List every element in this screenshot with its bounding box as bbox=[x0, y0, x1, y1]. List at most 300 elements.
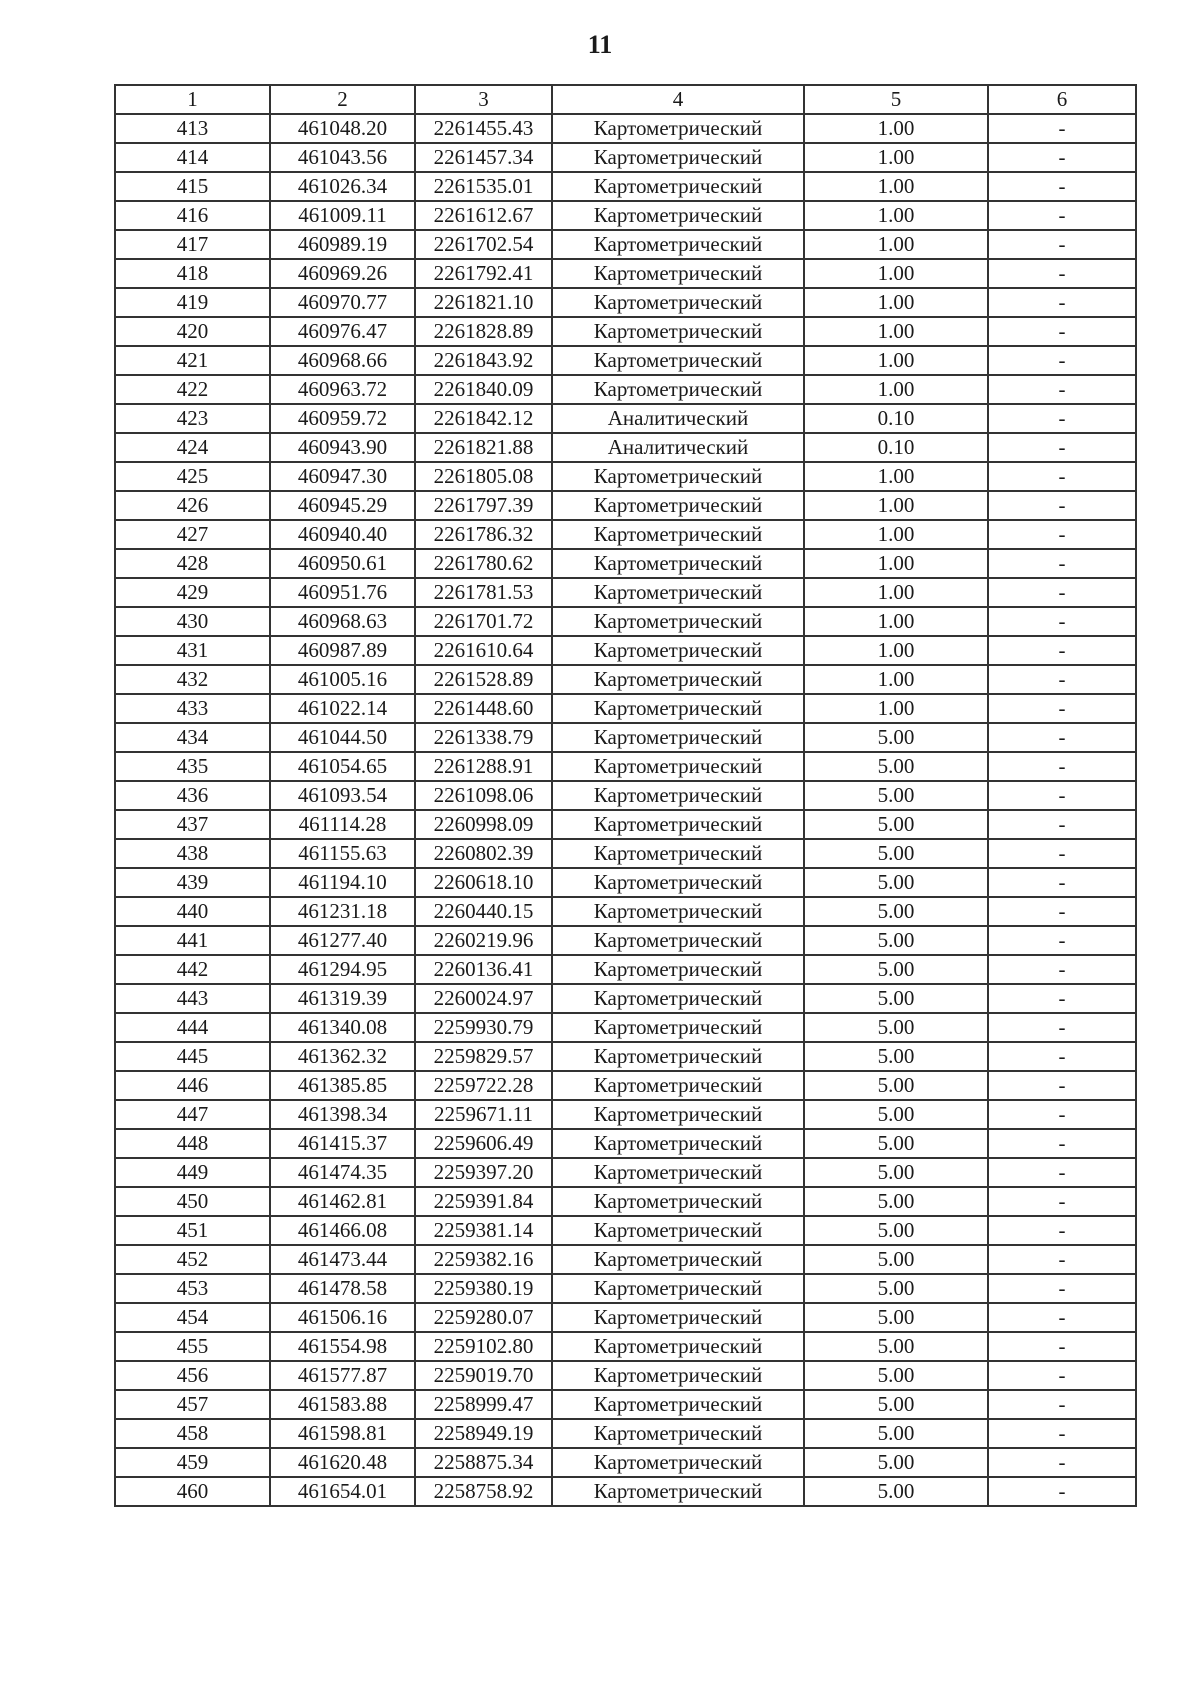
accuracy-cell: 1.00 bbox=[804, 317, 988, 346]
method-cell: Картометрический bbox=[552, 549, 804, 578]
accuracy-cell: 1.00 bbox=[804, 520, 988, 549]
y-coordinate-cell: 2260136.41 bbox=[415, 955, 552, 984]
accuracy-cell: 5.00 bbox=[804, 1390, 988, 1419]
table-row bbox=[115, 694, 1136, 723]
y-coordinate-cell: 2260440.15 bbox=[415, 897, 552, 926]
table-row bbox=[115, 984, 1136, 1013]
point-number-cell: 437 bbox=[115, 810, 270, 839]
table-row bbox=[115, 1042, 1136, 1071]
point-number-cell: 426 bbox=[115, 491, 270, 520]
method-cell: Картометрический bbox=[552, 288, 804, 317]
table-row bbox=[115, 520, 1136, 549]
y-coordinate-cell: 2261338.79 bbox=[415, 723, 552, 752]
method-cell: Картометрический bbox=[552, 1042, 804, 1071]
y-coordinate-cell: 2260024.97 bbox=[415, 984, 552, 1013]
point-number-cell: 438 bbox=[115, 839, 270, 868]
y-coordinate-cell: 2261528.89 bbox=[415, 665, 552, 694]
method-cell: Картометрический bbox=[552, 172, 804, 201]
method-cell: Картометрический bbox=[552, 1158, 804, 1187]
note-cell: - bbox=[988, 984, 1136, 1013]
y-coordinate-cell: 2261455.43 bbox=[415, 114, 552, 143]
table-row bbox=[115, 259, 1136, 288]
y-coordinate-cell: 2261457.34 bbox=[415, 143, 552, 172]
note-cell: - bbox=[988, 491, 1136, 520]
y-coordinate-cell: 2259722.28 bbox=[415, 1071, 552, 1100]
x-coordinate-cell: 461462.81 bbox=[270, 1187, 415, 1216]
method-cell: Картометрический bbox=[552, 1129, 804, 1158]
note-cell: - bbox=[988, 201, 1136, 230]
table-row bbox=[115, 375, 1136, 404]
accuracy-cell: 5.00 bbox=[804, 955, 988, 984]
note-cell: - bbox=[988, 1187, 1136, 1216]
accuracy-cell: 1.00 bbox=[804, 491, 988, 520]
x-coordinate-cell: 461026.34 bbox=[270, 172, 415, 201]
method-cell: Картометрический bbox=[552, 317, 804, 346]
accuracy-cell: 5.00 bbox=[804, 1274, 988, 1303]
table-row bbox=[115, 955, 1136, 984]
note-cell: - bbox=[988, 926, 1136, 955]
x-coordinate-cell: 460950.61 bbox=[270, 549, 415, 578]
point-number-cell: 417 bbox=[115, 230, 270, 259]
y-coordinate-cell: 2261448.60 bbox=[415, 694, 552, 723]
table-row bbox=[115, 607, 1136, 636]
point-number-cell: 436 bbox=[115, 781, 270, 810]
point-number-cell: 451 bbox=[115, 1216, 270, 1245]
point-number-cell: 414 bbox=[115, 143, 270, 172]
x-coordinate-cell: 460970.77 bbox=[270, 288, 415, 317]
method-cell: Аналитический bbox=[552, 433, 804, 462]
accuracy-cell: 1.00 bbox=[804, 143, 988, 172]
accuracy-cell: 5.00 bbox=[804, 1100, 988, 1129]
x-coordinate-cell: 461194.10 bbox=[270, 868, 415, 897]
accuracy-cell: 5.00 bbox=[804, 1071, 988, 1100]
table-row bbox=[115, 752, 1136, 781]
y-coordinate-cell: 2259382.16 bbox=[415, 1245, 552, 1274]
method-cell: Картометрический bbox=[552, 1187, 804, 1216]
x-coordinate-cell: 460976.47 bbox=[270, 317, 415, 346]
accuracy-cell: 5.00 bbox=[804, 1216, 988, 1245]
table-row bbox=[115, 404, 1136, 433]
x-coordinate-cell: 461506.16 bbox=[270, 1303, 415, 1332]
point-number-cell: 439 bbox=[115, 868, 270, 897]
note-cell: - bbox=[988, 1129, 1136, 1158]
note-cell: - bbox=[988, 723, 1136, 752]
y-coordinate-cell: 2260219.96 bbox=[415, 926, 552, 955]
y-coordinate-cell: 2261792.41 bbox=[415, 259, 552, 288]
x-coordinate-cell: 461398.34 bbox=[270, 1100, 415, 1129]
method-cell: Картометрический bbox=[552, 259, 804, 288]
table-row bbox=[115, 1129, 1136, 1158]
method-cell: Картометрический bbox=[552, 984, 804, 1013]
method-cell: Картометрический bbox=[552, 1448, 804, 1477]
point-number-cell: 458 bbox=[115, 1419, 270, 1448]
accuracy-cell: 1.00 bbox=[804, 230, 988, 259]
table-row bbox=[115, 810, 1136, 839]
note-cell: - bbox=[988, 694, 1136, 723]
accuracy-cell: 1.00 bbox=[804, 172, 988, 201]
table-row bbox=[115, 1477, 1136, 1506]
x-coordinate-cell: 461005.16 bbox=[270, 665, 415, 694]
y-coordinate-cell: 2260998.09 bbox=[415, 810, 552, 839]
note-cell: - bbox=[988, 752, 1136, 781]
x-coordinate-cell: 461474.35 bbox=[270, 1158, 415, 1187]
x-coordinate-cell: 461577.87 bbox=[270, 1361, 415, 1390]
method-cell: Картометрический bbox=[552, 114, 804, 143]
note-cell: - bbox=[988, 433, 1136, 462]
x-coordinate-cell: 461093.54 bbox=[270, 781, 415, 810]
table-row bbox=[115, 143, 1136, 172]
x-coordinate-cell: 460943.90 bbox=[270, 433, 415, 462]
note-cell: - bbox=[988, 1419, 1136, 1448]
y-coordinate-cell: 2261610.64 bbox=[415, 636, 552, 665]
accuracy-cell: 5.00 bbox=[804, 1303, 988, 1332]
x-coordinate-cell: 461415.37 bbox=[270, 1129, 415, 1158]
x-coordinate-cell: 461114.28 bbox=[270, 810, 415, 839]
accuracy-cell: 1.00 bbox=[804, 578, 988, 607]
point-number-cell: 454 bbox=[115, 1303, 270, 1332]
y-coordinate-cell: 2259397.20 bbox=[415, 1158, 552, 1187]
point-number-cell: 419 bbox=[115, 288, 270, 317]
x-coordinate-cell: 461598.81 bbox=[270, 1419, 415, 1448]
x-coordinate-cell: 460968.66 bbox=[270, 346, 415, 375]
y-coordinate-cell: 2261098.06 bbox=[415, 781, 552, 810]
y-coordinate-cell: 2261821.10 bbox=[415, 288, 552, 317]
accuracy-cell: 0.10 bbox=[804, 404, 988, 433]
y-coordinate-cell: 2259381.14 bbox=[415, 1216, 552, 1245]
note-cell: - bbox=[988, 404, 1136, 433]
y-coordinate-cell: 2261797.39 bbox=[415, 491, 552, 520]
method-cell: Картометрический bbox=[552, 781, 804, 810]
accuracy-cell: 5.00 bbox=[804, 926, 988, 955]
y-coordinate-cell: 2259019.70 bbox=[415, 1361, 552, 1390]
method-cell: Картометрический bbox=[552, 1303, 804, 1332]
point-number-cell: 447 bbox=[115, 1100, 270, 1129]
accuracy-cell: 5.00 bbox=[804, 1361, 988, 1390]
x-coordinate-cell: 460989.19 bbox=[270, 230, 415, 259]
note-cell: - bbox=[988, 114, 1136, 143]
note-cell: - bbox=[988, 520, 1136, 549]
y-coordinate-cell: 2261840.09 bbox=[415, 375, 552, 404]
note-cell: - bbox=[988, 810, 1136, 839]
accuracy-cell: 5.00 bbox=[804, 1042, 988, 1071]
x-coordinate-cell: 461340.08 bbox=[270, 1013, 415, 1042]
accuracy-cell: 5.00 bbox=[804, 1129, 988, 1158]
method-cell: Картометрический bbox=[552, 230, 804, 259]
method-cell: Картометрический bbox=[552, 810, 804, 839]
note-cell: - bbox=[988, 868, 1136, 897]
y-coordinate-cell: 2259671.11 bbox=[415, 1100, 552, 1129]
note-cell: - bbox=[988, 259, 1136, 288]
note-cell: - bbox=[988, 1477, 1136, 1506]
method-cell: Картометрический bbox=[552, 1071, 804, 1100]
table-row bbox=[115, 839, 1136, 868]
y-coordinate-cell: 2258875.34 bbox=[415, 1448, 552, 1477]
point-number-cell: 442 bbox=[115, 955, 270, 984]
table-row bbox=[115, 578, 1136, 607]
note-cell: - bbox=[988, 549, 1136, 578]
table-row bbox=[115, 346, 1136, 375]
table-row bbox=[115, 288, 1136, 317]
table-row bbox=[115, 462, 1136, 491]
accuracy-cell: 5.00 bbox=[804, 1332, 988, 1361]
x-coordinate-cell: 461009.11 bbox=[270, 201, 415, 230]
y-coordinate-cell: 2261288.91 bbox=[415, 752, 552, 781]
table-row bbox=[115, 1187, 1136, 1216]
note-cell: - bbox=[988, 317, 1136, 346]
note-cell: - bbox=[988, 346, 1136, 375]
y-coordinate-cell: 2259280.07 bbox=[415, 1303, 552, 1332]
point-number-cell: 445 bbox=[115, 1042, 270, 1071]
table-row bbox=[115, 1245, 1136, 1274]
method-cell: Картометрический bbox=[552, 1332, 804, 1361]
x-coordinate-cell: 461043.56 bbox=[270, 143, 415, 172]
x-coordinate-cell: 461473.44 bbox=[270, 1245, 415, 1274]
table-row bbox=[115, 549, 1136, 578]
note-cell: - bbox=[988, 1216, 1136, 1245]
point-number-cell: 444 bbox=[115, 1013, 270, 1042]
y-coordinate-cell: 2258999.47 bbox=[415, 1390, 552, 1419]
y-coordinate-cell: 2258758.92 bbox=[415, 1477, 552, 1506]
table-row bbox=[115, 1158, 1136, 1187]
table-row bbox=[115, 1448, 1136, 1477]
x-coordinate-cell: 461319.39 bbox=[270, 984, 415, 1013]
y-coordinate-cell: 2261821.88 bbox=[415, 433, 552, 462]
table-row bbox=[115, 491, 1136, 520]
x-coordinate-cell: 461583.88 bbox=[270, 1390, 415, 1419]
y-coordinate-cell: 2259380.19 bbox=[415, 1274, 552, 1303]
x-coordinate-cell: 461054.65 bbox=[270, 752, 415, 781]
note-cell: - bbox=[988, 955, 1136, 984]
accuracy-cell: 1.00 bbox=[804, 259, 988, 288]
y-coordinate-cell: 2259930.79 bbox=[415, 1013, 552, 1042]
table-row bbox=[115, 897, 1136, 926]
method-cell: Картометрический bbox=[552, 839, 804, 868]
accuracy-cell: 1.00 bbox=[804, 462, 988, 491]
y-coordinate-cell: 2261702.54 bbox=[415, 230, 552, 259]
x-coordinate-cell: 460963.72 bbox=[270, 375, 415, 404]
accuracy-cell: 5.00 bbox=[804, 1158, 988, 1187]
table-row bbox=[115, 317, 1136, 346]
method-cell: Картометрический bbox=[552, 926, 804, 955]
note-cell: - bbox=[988, 1361, 1136, 1390]
column-header: 2 bbox=[270, 85, 415, 114]
y-coordinate-cell: 2258949.19 bbox=[415, 1419, 552, 1448]
point-number-cell: 453 bbox=[115, 1274, 270, 1303]
accuracy-cell: 5.00 bbox=[804, 868, 988, 897]
x-coordinate-cell: 460968.63 bbox=[270, 607, 415, 636]
coordinates-table bbox=[114, 84, 1137, 1507]
accuracy-cell: 5.00 bbox=[804, 1448, 988, 1477]
x-coordinate-cell: 461554.98 bbox=[270, 1332, 415, 1361]
table-row bbox=[115, 723, 1136, 752]
point-number-cell: 421 bbox=[115, 346, 270, 375]
table-row bbox=[115, 1274, 1136, 1303]
method-cell: Картометрический bbox=[552, 723, 804, 752]
table-row bbox=[115, 172, 1136, 201]
note-cell: - bbox=[988, 462, 1136, 491]
y-coordinate-cell: 2259102.80 bbox=[415, 1332, 552, 1361]
point-number-cell: 446 bbox=[115, 1071, 270, 1100]
point-number-cell: 440 bbox=[115, 897, 270, 926]
method-cell: Картометрический bbox=[552, 1274, 804, 1303]
method-cell: Картометрический bbox=[552, 752, 804, 781]
method-cell: Картометрический bbox=[552, 462, 804, 491]
table-row bbox=[115, 114, 1136, 143]
table-row bbox=[115, 201, 1136, 230]
x-coordinate-cell: 461362.32 bbox=[270, 1042, 415, 1071]
table-row bbox=[115, 868, 1136, 897]
x-coordinate-cell: 461620.48 bbox=[270, 1448, 415, 1477]
point-number-cell: 457 bbox=[115, 1390, 270, 1419]
accuracy-cell: 1.00 bbox=[804, 114, 988, 143]
note-cell: - bbox=[988, 607, 1136, 636]
accuracy-cell: 1.00 bbox=[804, 665, 988, 694]
table-row bbox=[115, 1100, 1136, 1129]
table-body bbox=[115, 114, 1136, 1506]
note-cell: - bbox=[988, 172, 1136, 201]
method-cell: Картометрический bbox=[552, 1245, 804, 1274]
x-coordinate-cell: 460945.29 bbox=[270, 491, 415, 520]
accuracy-cell: 5.00 bbox=[804, 897, 988, 926]
accuracy-cell: 1.00 bbox=[804, 636, 988, 665]
table-header-row bbox=[115, 85, 1136, 114]
point-number-cell: 423 bbox=[115, 404, 270, 433]
method-cell: Картометрический bbox=[552, 636, 804, 665]
y-coordinate-cell: 2261701.72 bbox=[415, 607, 552, 636]
table-row bbox=[115, 1419, 1136, 1448]
point-number-cell: 449 bbox=[115, 1158, 270, 1187]
method-cell: Картометрический bbox=[552, 607, 804, 636]
x-coordinate-cell: 460987.89 bbox=[270, 636, 415, 665]
note-cell: - bbox=[988, 781, 1136, 810]
accuracy-cell: 5.00 bbox=[804, 810, 988, 839]
x-coordinate-cell: 461155.63 bbox=[270, 839, 415, 868]
table-row bbox=[115, 1303, 1136, 1332]
point-number-cell: 459 bbox=[115, 1448, 270, 1477]
method-cell: Картометрический bbox=[552, 578, 804, 607]
note-cell: - bbox=[988, 1390, 1136, 1419]
x-coordinate-cell: 460951.76 bbox=[270, 578, 415, 607]
column-header: 4 bbox=[552, 85, 804, 114]
method-cell: Картометрический bbox=[552, 1216, 804, 1245]
table-row bbox=[115, 1332, 1136, 1361]
table-row bbox=[115, 1071, 1136, 1100]
note-cell: - bbox=[988, 839, 1136, 868]
x-coordinate-cell: 461277.40 bbox=[270, 926, 415, 955]
note-cell: - bbox=[988, 1013, 1136, 1042]
note-cell: - bbox=[988, 1071, 1136, 1100]
point-number-cell: 430 bbox=[115, 607, 270, 636]
method-cell: Картометрический bbox=[552, 1419, 804, 1448]
note-cell: - bbox=[988, 1274, 1136, 1303]
method-cell: Картометрический bbox=[552, 375, 804, 404]
point-number-cell: 428 bbox=[115, 549, 270, 578]
point-number-cell: 425 bbox=[115, 462, 270, 491]
method-cell: Картометрический bbox=[552, 897, 804, 926]
accuracy-cell: 1.00 bbox=[804, 201, 988, 230]
point-number-cell: 432 bbox=[115, 665, 270, 694]
table-row bbox=[115, 433, 1136, 462]
x-coordinate-cell: 460959.72 bbox=[270, 404, 415, 433]
method-cell: Картометрический bbox=[552, 665, 804, 694]
note-cell: - bbox=[988, 1448, 1136, 1477]
point-number-cell: 450 bbox=[115, 1187, 270, 1216]
point-number-cell: 433 bbox=[115, 694, 270, 723]
method-cell: Картометрический bbox=[552, 143, 804, 172]
accuracy-cell: 1.00 bbox=[804, 346, 988, 375]
note-cell: - bbox=[988, 1042, 1136, 1071]
table-row bbox=[115, 230, 1136, 259]
accuracy-cell: 1.00 bbox=[804, 549, 988, 578]
y-coordinate-cell: 2261780.62 bbox=[415, 549, 552, 578]
accuracy-cell: 5.00 bbox=[804, 839, 988, 868]
column-header: 6 bbox=[988, 85, 1136, 114]
accuracy-cell: 5.00 bbox=[804, 1419, 988, 1448]
x-coordinate-cell: 461466.08 bbox=[270, 1216, 415, 1245]
x-coordinate-cell: 460969.26 bbox=[270, 259, 415, 288]
column-header: 3 bbox=[415, 85, 552, 114]
y-coordinate-cell: 2260802.39 bbox=[415, 839, 552, 868]
y-coordinate-cell: 2261805.08 bbox=[415, 462, 552, 491]
point-number-cell: 441 bbox=[115, 926, 270, 955]
note-cell: - bbox=[988, 636, 1136, 665]
note-cell: - bbox=[988, 288, 1136, 317]
y-coordinate-cell: 2261842.12 bbox=[415, 404, 552, 433]
note-cell: - bbox=[988, 375, 1136, 404]
note-cell: - bbox=[988, 1158, 1136, 1187]
table-row bbox=[115, 781, 1136, 810]
note-cell: - bbox=[988, 578, 1136, 607]
x-coordinate-cell: 461478.58 bbox=[270, 1274, 415, 1303]
method-cell: Картометрический bbox=[552, 1390, 804, 1419]
table-row bbox=[115, 1361, 1136, 1390]
point-number-cell: 448 bbox=[115, 1129, 270, 1158]
method-cell: Картометрический bbox=[552, 955, 804, 984]
note-cell: - bbox=[988, 897, 1136, 926]
accuracy-cell: 1.00 bbox=[804, 607, 988, 636]
method-cell: Аналитический bbox=[552, 404, 804, 433]
point-number-cell: 418 bbox=[115, 259, 270, 288]
point-number-cell: 422 bbox=[115, 375, 270, 404]
accuracy-cell: 0.10 bbox=[804, 433, 988, 462]
y-coordinate-cell: 2260618.10 bbox=[415, 868, 552, 897]
point-number-cell: 456 bbox=[115, 1361, 270, 1390]
point-number-cell: 429 bbox=[115, 578, 270, 607]
x-coordinate-cell: 461654.01 bbox=[270, 1477, 415, 1506]
y-coordinate-cell: 2261786.32 bbox=[415, 520, 552, 549]
accuracy-cell: 1.00 bbox=[804, 375, 988, 404]
page-number: 11 bbox=[587, 30, 613, 59]
point-number-cell: 435 bbox=[115, 752, 270, 781]
method-cell: Картометрический bbox=[552, 201, 804, 230]
y-coordinate-cell: 2261612.67 bbox=[415, 201, 552, 230]
table-row bbox=[115, 665, 1136, 694]
point-number-cell: 415 bbox=[115, 172, 270, 201]
method-cell: Картометрический bbox=[552, 1100, 804, 1129]
point-number-cell: 431 bbox=[115, 636, 270, 665]
x-coordinate-cell: 461231.18 bbox=[270, 897, 415, 926]
method-cell: Картометрический bbox=[552, 346, 804, 375]
accuracy-cell: 5.00 bbox=[804, 1187, 988, 1216]
note-cell: - bbox=[988, 143, 1136, 172]
y-coordinate-cell: 2261781.53 bbox=[415, 578, 552, 607]
table-row bbox=[115, 1390, 1136, 1419]
note-cell: - bbox=[988, 1303, 1136, 1332]
method-cell: Картометрический bbox=[552, 868, 804, 897]
column-header: 5 bbox=[804, 85, 988, 114]
point-number-cell: 455 bbox=[115, 1332, 270, 1361]
point-number-cell: 424 bbox=[115, 433, 270, 462]
